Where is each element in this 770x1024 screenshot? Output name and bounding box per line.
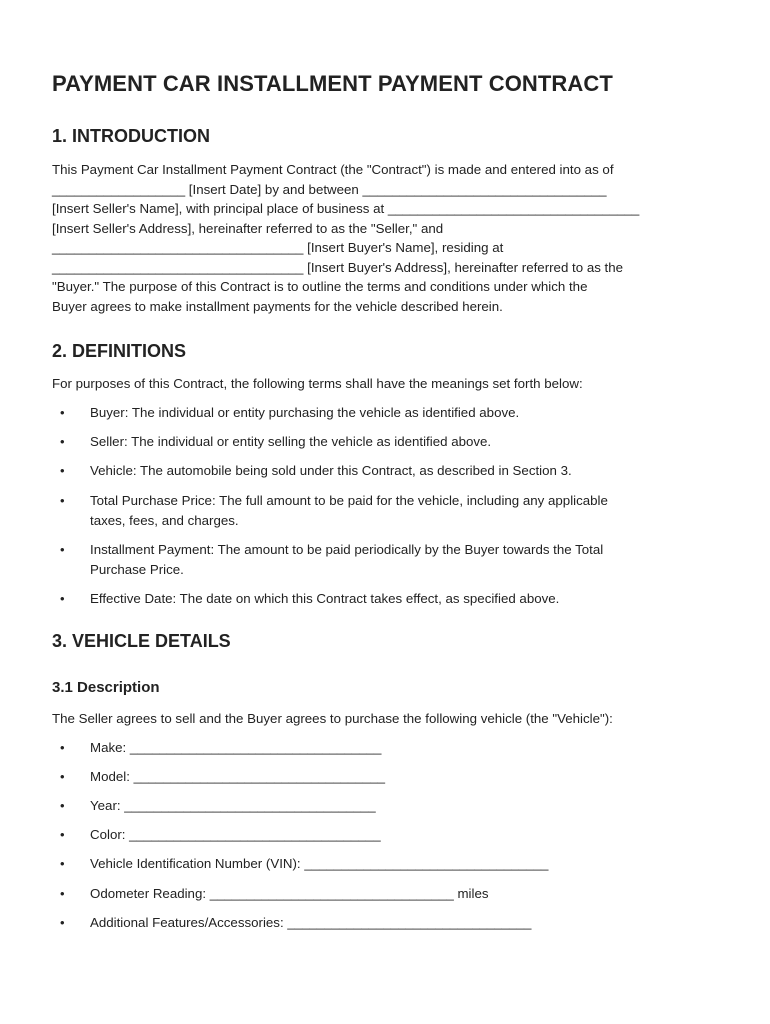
definition-line: taxes, fees, and charges. [90,512,239,528]
vin-field[interactable]: Vehicle Identification Number (VIN): _________________________________ [90,856,549,871]
definition-line: Vehicle: The automobile being sold under this Contract, as described in Section 3. [90,463,572,478]
definition-line: Seller: The individual or entity selling the vehicle as identified above. [90,434,492,449]
subsection-heading: 3.1 Description [52,679,160,696]
definitions-intro: For purposes of this Contract, the following terms shall have the meanings set forth below: [52,376,583,391]
bullet-icon: • [60,493,65,508]
year-field[interactable]: Year: __________________________________ [90,798,376,813]
definition-line: Effective Date: The date on which this Contract takes effect, as specified above. [90,591,560,606]
document-title: PAYMENT CAR INSTALLMENT PAYMENT CONTRACT [52,71,613,96]
bullet-icon: • [60,827,65,842]
intro-line: "Buyer." The purpose of this Contract is to outline the terms and conditions under which the [52,279,588,294]
section-3-heading: 3. VEHICLE DETAILS [52,631,231,651]
bullet-icon: • [60,434,65,449]
intro-line: __________________________________ [Insert Buyer's Name], residing at [52,240,504,255]
definition-line: Buyer: The individual or entity purchasing the vehicle as identified above. [90,405,520,420]
introduction-paragraph [52,160,639,316]
intro-line: [Insert Seller's Address], hereinafter referred to as the "Seller," and [52,220,444,236]
definition-line: Purchase Price. [90,561,184,577]
definition-line: Installment Payment: The amount to be paid periodically by the Buyer towards the Total [90,542,604,557]
bullet-icon: • [60,856,65,871]
bullet-icon: • [60,542,65,557]
section-2-heading: 2. DEFINITIONS [52,341,187,361]
bullet-icon: • [60,740,65,755]
bullet-icon: • [60,769,65,784]
make-field[interactable]: Make: __________________________________ [90,740,382,755]
intro-line: __________________________________ [Insert Buyer's Address], hereinafter referred to as the [52,259,624,275]
bullet-icon: • [60,405,65,420]
intro-line: [Insert Seller's Name], with principal place of business at __________________________________ [52,201,640,216]
color-field[interactable]: Color: __________________________________ [90,827,381,842]
bullet-icon: • [60,463,65,478]
definition-line: Total Purchase Price: The full amount to be paid for the vehicle, including any applicable [90,493,608,508]
bullet-icon: • [60,915,65,930]
model-field[interactable]: Model: __________________________________ [90,769,386,784]
vehicle-intro: The Seller agrees to sell and the Buyer agrees to purchase the following vehicle (the "Vehicle"): [52,711,613,726]
intro-line: __________________ [Insert Date] by and between _________________________________ [52,181,607,197]
odometer-field[interactable]: Odometer Reading: _________________________________ miles [90,886,489,901]
intro-line: This Payment Car Installment Payment Contract (the "Contract") is made and entered into as of [52,162,614,177]
bullet-icon: • [60,591,65,606]
section-1-heading: 1. INTRODUCTION [52,126,211,146]
intro-line: Buyer agrees to make installment payments for the vehicle described herein. [52,298,503,314]
bullet-icon: • [60,886,65,901]
bullet-icon: • [60,798,65,813]
features-field[interactable]: Additional Features/Accessories: _________________________________ [90,915,532,930]
